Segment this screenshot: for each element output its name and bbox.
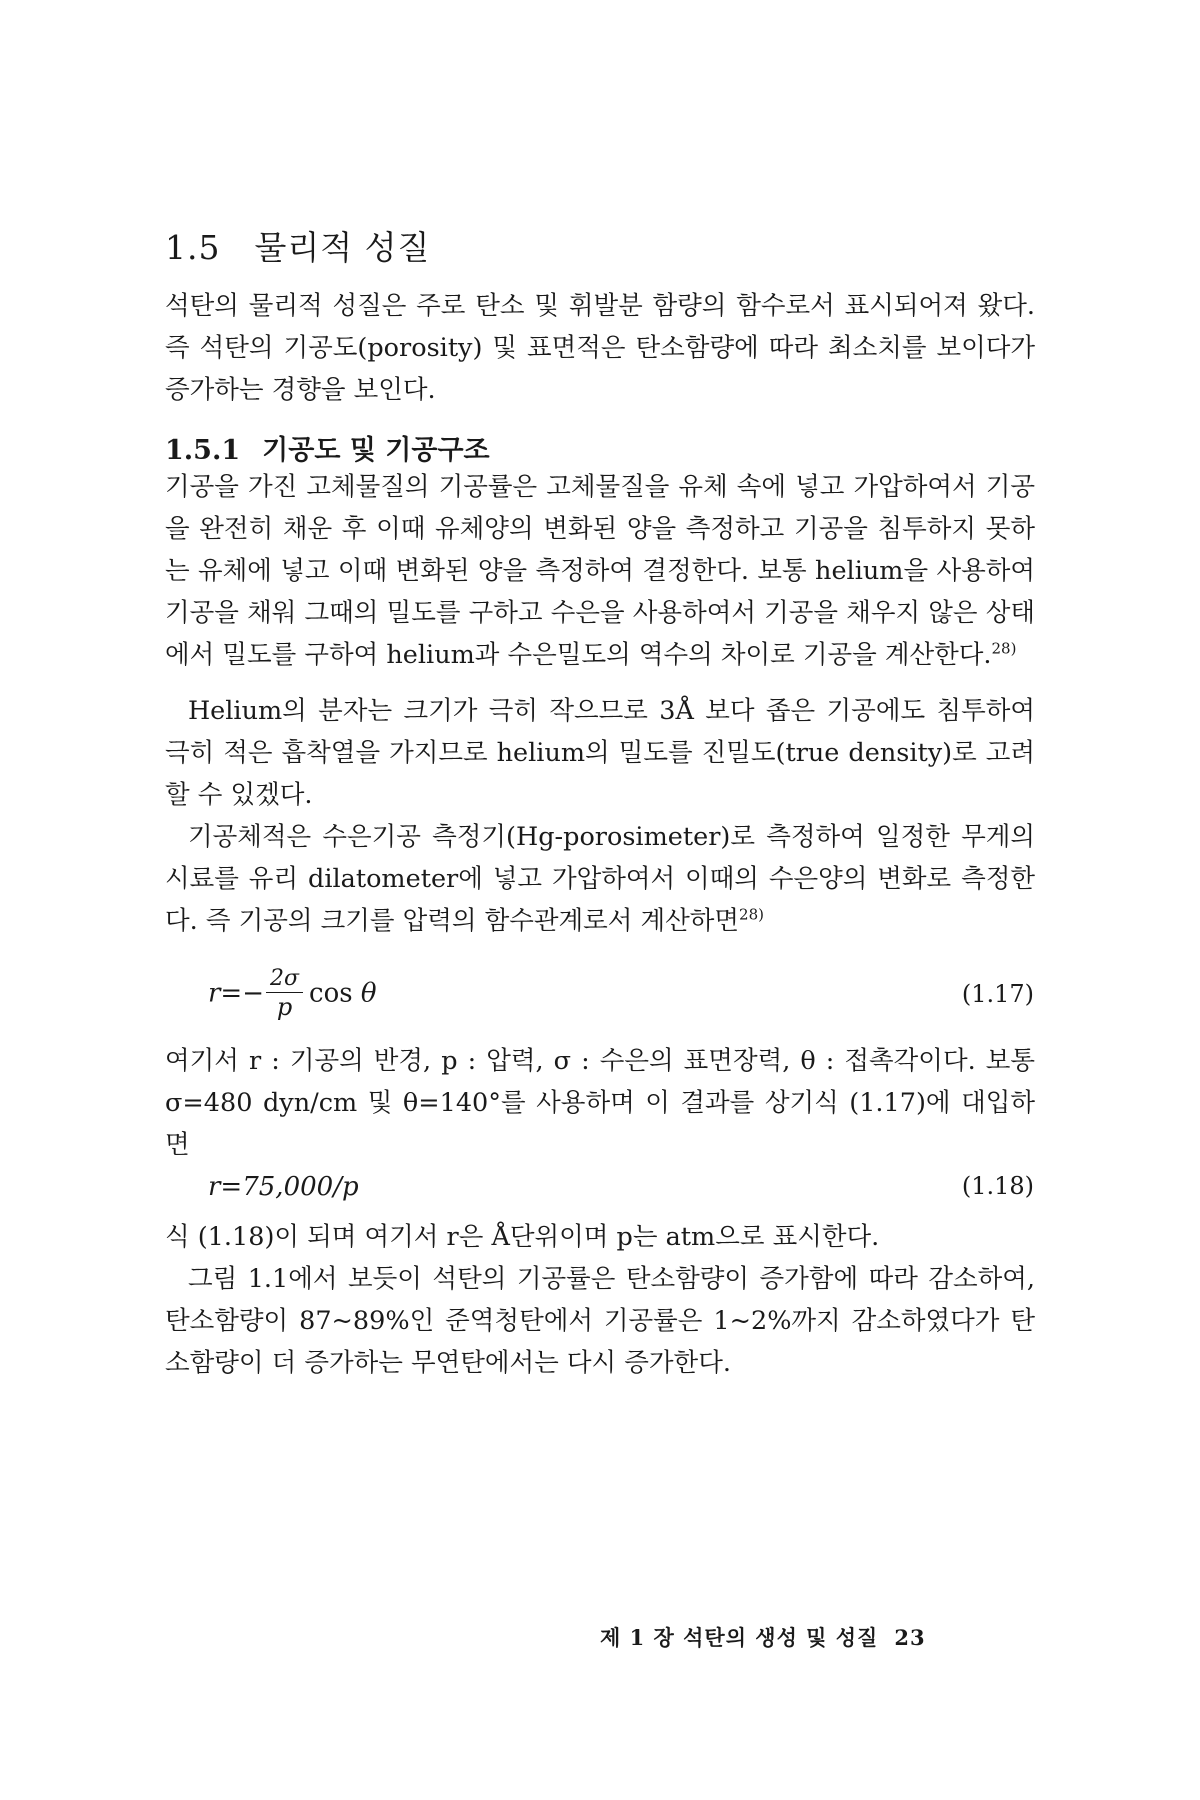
equation-1-17 bbox=[208, 966, 1034, 1021]
reference-28-a: 28) bbox=[991, 639, 1017, 658]
subsection-heading bbox=[165, 428, 1035, 467]
equation-1-18 bbox=[208, 1172, 1034, 1202]
footer-chapter: 제 1 장 석탄의 생성 및 성질 bbox=[600, 1625, 879, 1650]
equation-1-number: (1.17) bbox=[961, 980, 1034, 1008]
paragraph-figure-ref: 그림 1.1에서 보듯이 석탄의 기공률은 탄소함량이 증가함에 따라 감소하여, 탄소함량이 87~89%인 준역청탄에서 기공률은 1~2%까지 감소하였다가 탄소함량이 더 증가하는 무연탄에서는 다시 증가한다. bbox=[165, 1264, 1035, 1378]
paragraph-variables: 여기서 r : 기공의 반경, p : 압력, σ : 수은의 표면장력, θ : 접촉각이다. 보통 σ=480 dyn/cm 및 θ=140°를 사용하며 이 결과를 상기식 (1.17)에 대입하면 bbox=[165, 1046, 1035, 1160]
paragraph-porosimeter bbox=[165, 816, 1035, 942]
intro-paragraph: 석탄의 물리적 성질은 주로 탄소 및 휘발분 함량의 함수로서 표시되어져 왔다. 즉 석탄의 기공도(porosity) 및 표면적은 탄소함량에 따라 최소치를 보이다가 증가하는 경향을 보인다. bbox=[165, 291, 1035, 405]
equation-1-numerator: 2σ bbox=[266, 966, 303, 993]
equation-2-expression: r=75,000/p bbox=[208, 1172, 359, 1202]
equation-1-func: cos bbox=[309, 978, 353, 1009]
subsection-title: 기공도 및 기공구조 bbox=[262, 435, 490, 466]
equation-1-rhs bbox=[309, 979, 376, 1009]
paragraph-3-text: 기공체적은 수은기공 측정기(Hg-porosimeter)로 측정하여 일정한 무게의 시료를 유리 dilatometer에 넣고 가압하여서 이때의 수은양의 변화로 측정한다. 즉 기공의 크기를 압력의 함수관계로서 계산하면 bbox=[165, 822, 1035, 936]
paragraph-helium: Helium의 분자는 크기가 극히 작으므로 3Å 보다 좁은 기공에도 침투하여 극히 적은 흡착열을 가지므로 helium의 밀도를 진밀도(true density)로 고려할 수 있겠다. bbox=[165, 696, 1035, 810]
page-footer bbox=[600, 1622, 1000, 1652]
paragraph-pore-measurement bbox=[165, 466, 1035, 676]
section-number: 1.5 bbox=[165, 228, 221, 267]
subsection-number: 1.5.1 bbox=[165, 435, 241, 466]
equation-1-denominator: p bbox=[276, 993, 293, 1021]
section-heading bbox=[165, 222, 1035, 269]
equation-2-number: (1.18) bbox=[961, 1172, 1034, 1200]
section-title: 물리적 성질 bbox=[254, 228, 431, 267]
paragraph-1-text: 기공을 가진 고체물질의 기공률은 고체물질을 유체 속에 넣고 가압하여서 기공을 완전히 채운 후 이때 유체양의 변화된 양을 측정하고 기공을 침투하지 못하는 유체에 넣고 이때 변화된 양을 측정하여 결정한다. 보통 helium을 사용하여 기공을 채워 그때의 밀도를 구하고 수은을 사용하여서 기공을 채우지 않은 상태에서 밀도를 구하여 helium과 수은밀도의 역수의 차이로 기공을 계산한다. bbox=[165, 472, 1035, 670]
page-number: 23 bbox=[894, 1625, 926, 1650]
reference-28-b: 28) bbox=[739, 905, 764, 924]
equation-1-lhs: r=− bbox=[208, 978, 264, 1009]
equation-1-fraction bbox=[266, 966, 303, 1021]
equation-1-var: θ bbox=[360, 978, 377, 1009]
paragraph-units: 식 (1.18)이 되며 여기서 r은 Å단위이며 p는 atm으로 표시한다. bbox=[165, 1222, 880, 1252]
